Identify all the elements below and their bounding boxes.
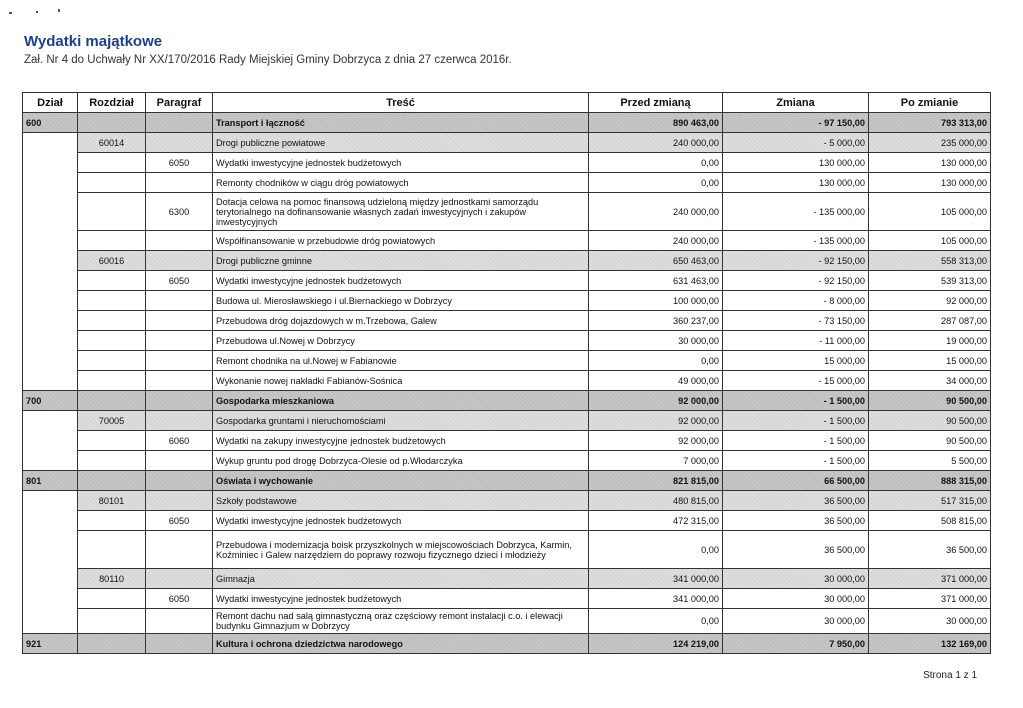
document-subtitle: Zał. Nr 4 do Uchwały Nr XX/170/2016 Rady Miejskiej Gminy Dobrzyca z dnia 27 czerwca 2016r. — [24, 54, 512, 66]
cell-dzial — [23, 173, 78, 193]
cell-po-zmianie: 793 313,00 — [869, 113, 991, 133]
cell-przed-zmiana: 472 315,00 — [589, 511, 723, 531]
cell-tresc: Gospodarka gruntami i nieruchomościami — [213, 411, 589, 431]
cell-zmiana: 36 500,00 — [723, 511, 869, 531]
budget-table — [22, 92, 991, 654]
cell-dzial: 600 — [23, 113, 78, 133]
cell-po-zmianie: 19 000,00 — [869, 331, 991, 351]
table-row-dzial — [23, 634, 991, 654]
scan-artifact — [9, 12, 12, 14]
cell-rozdzial — [78, 371, 146, 391]
cell-tresc: Kultura i ochrona dziedzictwa narodowego — [213, 634, 589, 654]
table-body — [23, 113, 991, 654]
cell-przed-zmiana: 49 000,00 — [589, 371, 723, 391]
table-header-row — [23, 93, 991, 113]
cell-zmiana: - 5 000,00 — [723, 133, 869, 153]
cell-rozdzial — [78, 271, 146, 291]
cell-po-zmianie: 508 815,00 — [869, 511, 991, 531]
cell-dzial — [23, 569, 78, 589]
cell-rozdzial: 80101 — [78, 491, 146, 511]
cell-po-zmianie: 34 000,00 — [869, 371, 991, 391]
table-row-rozdzial — [23, 569, 991, 589]
cell-tresc: Drogi publiczne powiatowe — [213, 133, 589, 153]
cell-rozdzial — [78, 311, 146, 331]
cell-zmiana: 130 000,00 — [723, 153, 869, 173]
cell-po-zmianie: 287 087,00 — [869, 311, 991, 331]
cell-tresc: Wydatki inwestycyjne jednostek budżetowych — [213, 511, 589, 531]
cell-po-zmianie: 235 000,00 — [869, 133, 991, 153]
table-row-zadanie — [23, 451, 991, 471]
cell-dzial — [23, 491, 78, 511]
cell-paragraf — [146, 231, 213, 251]
cell-dzial — [23, 193, 78, 231]
header-paragraf: Paragraf — [146, 93, 213, 113]
cell-zmiana: - 73 150,00 — [723, 311, 869, 331]
cell-rozdzial — [78, 331, 146, 351]
cell-dzial — [23, 451, 78, 471]
cell-dzial — [23, 431, 78, 451]
cell-po-zmianie: 90 500,00 — [869, 431, 991, 451]
cell-przed-zmiana: 124 219,00 — [589, 634, 723, 654]
cell-tresc: Drogi publiczne gminne — [213, 251, 589, 271]
cell-zmiana: 30 000,00 — [723, 609, 869, 634]
cell-tresc: Oświata i wychowanie — [213, 471, 589, 491]
cell-rozdzial — [78, 609, 146, 634]
cell-po-zmianie: 92 000,00 — [869, 291, 991, 311]
cell-przed-zmiana: 480 815,00 — [589, 491, 723, 511]
cell-zmiana: 130 000,00 — [723, 173, 869, 193]
table-row-paragraf — [23, 153, 991, 173]
cell-paragraf — [146, 391, 213, 411]
cell-tresc: Przebudowa ul.Nowej w Dobrzycy — [213, 331, 589, 351]
cell-przed-zmiana: 0,00 — [589, 153, 723, 173]
cell-tresc: Remont chodnika na ul.Nowej w Fabianowie — [213, 351, 589, 371]
cell-paragraf: 6050 — [146, 271, 213, 291]
cell-tresc: Wykonanie nowej nakładki Fabianów-Sośnica — [213, 371, 589, 391]
cell-rozdzial — [78, 589, 146, 609]
cell-zmiana: - 92 150,00 — [723, 271, 869, 291]
cell-dzial — [23, 609, 78, 634]
header-przed-zmiana: Przed zmianą — [589, 93, 723, 113]
cell-po-zmianie: 90 500,00 — [869, 411, 991, 431]
cell-rozdzial — [78, 471, 146, 491]
cell-przed-zmiana: 890 463,00 — [589, 113, 723, 133]
cell-rozdzial — [78, 173, 146, 193]
header-tresc: Treść — [213, 93, 589, 113]
cell-po-zmianie: 371 000,00 — [869, 569, 991, 589]
cell-przed-zmiana: 7 000,00 — [589, 451, 723, 471]
cell-zmiana: - 135 000,00 — [723, 193, 869, 231]
cell-dzial — [23, 291, 78, 311]
cell-przed-zmiana: 341 000,00 — [589, 589, 723, 609]
cell-dzial — [23, 531, 78, 569]
cell-rozdzial — [78, 193, 146, 231]
table-row-zadanie — [23, 371, 991, 391]
table-row-zadanie — [23, 351, 991, 371]
cell-dzial — [23, 511, 78, 531]
header-rozdzial: Rozdział — [78, 93, 146, 113]
cell-dzial — [23, 311, 78, 331]
page-number: Strona 1 z 1 — [923, 670, 977, 681]
cell-tresc: Budowa ul. Mierosławskiego i ul.Biernackiego w Dobrzycy — [213, 291, 589, 311]
cell-tresc: Wydatki inwestycyjne jednostek budżetowych — [213, 589, 589, 609]
cell-przed-zmiana: 0,00 — [589, 173, 723, 193]
table-row-paragraf — [23, 193, 991, 231]
cell-tresc: Transport i łączność — [213, 113, 589, 133]
cell-dzial: 801 — [23, 471, 78, 491]
cell-paragraf — [146, 634, 213, 654]
cell-zmiana: - 15 000,00 — [723, 371, 869, 391]
cell-zmiana: - 135 000,00 — [723, 231, 869, 251]
cell-rozdzial — [78, 634, 146, 654]
cell-zmiana: 30 000,00 — [723, 589, 869, 609]
table-row-paragraf — [23, 511, 991, 531]
scan-artifact — [58, 9, 60, 12]
table-row-zadanie — [23, 331, 991, 351]
cell-dzial — [23, 231, 78, 251]
header-zmiana: Zmiana — [723, 93, 869, 113]
cell-przed-zmiana: 0,00 — [589, 531, 723, 569]
cell-tresc: Szkoły podstawowe — [213, 491, 589, 511]
cell-przed-zmiana: 240 000,00 — [589, 133, 723, 153]
cell-po-zmianie: 15 000,00 — [869, 351, 991, 371]
header-dzial: Dział — [23, 93, 78, 113]
cell-po-zmianie: 130 000,00 — [869, 173, 991, 193]
cell-paragraf: 6050 — [146, 511, 213, 531]
cell-po-zmianie: 5 500,00 — [869, 451, 991, 471]
cell-paragraf — [146, 471, 213, 491]
cell-zmiana: 15 000,00 — [723, 351, 869, 371]
cell-rozdzial — [78, 113, 146, 133]
cell-rozdzial — [78, 531, 146, 569]
cell-po-zmianie: 36 500,00 — [869, 531, 991, 569]
cell-rozdzial — [78, 231, 146, 251]
cell-paragraf — [146, 609, 213, 634]
cell-paragraf: 6300 — [146, 193, 213, 231]
cell-przed-zmiana: 631 463,00 — [589, 271, 723, 291]
table-row-dzial — [23, 391, 991, 411]
cell-rozdzial: 60014 — [78, 133, 146, 153]
cell-tresc: Współfinansowanie w przebudowie dróg powiatowych — [213, 231, 589, 251]
cell-paragraf: 6050 — [146, 589, 213, 609]
table-row-zadanie — [23, 231, 991, 251]
cell-przed-zmiana: 821 815,00 — [589, 471, 723, 491]
table-row-paragraf — [23, 589, 991, 609]
table-row-rozdzial — [23, 133, 991, 153]
cell-rozdzial — [78, 391, 146, 411]
cell-przed-zmiana: 360 237,00 — [589, 311, 723, 331]
cell-zmiana: 7 950,00 — [723, 634, 869, 654]
cell-rozdzial — [78, 291, 146, 311]
table-row-dzial — [23, 113, 991, 133]
cell-paragraf — [146, 251, 213, 271]
header-po-zmianie: Po zmianie — [869, 93, 991, 113]
cell-rozdzial — [78, 351, 146, 371]
cell-paragraf: 6060 — [146, 431, 213, 451]
table-row-paragraf — [23, 431, 991, 451]
cell-rozdzial — [78, 451, 146, 471]
cell-przed-zmiana: 0,00 — [589, 351, 723, 371]
table-row-zadanie — [23, 311, 991, 331]
table-row-paragraf — [23, 271, 991, 291]
cell-po-zmianie: 30 000,00 — [869, 609, 991, 634]
cell-tresc: Przebudowa dróg dojazdowych w m.Trzebowa, Galew — [213, 311, 589, 331]
cell-paragraf — [146, 411, 213, 431]
cell-tresc: Remont dachu nad salą gimnastyczną oraz częściowy remont instalacji c.o. i elewacji budynku Gimnazjum w Dobrzycy — [213, 609, 589, 634]
cell-tresc: Remonty chodników w ciągu dróg powiatowych — [213, 173, 589, 193]
cell-dzial — [23, 351, 78, 371]
cell-po-zmianie: 90 500,00 — [869, 391, 991, 411]
cell-rozdzial: 80110 — [78, 569, 146, 589]
cell-przed-zmiana: 240 000,00 — [589, 231, 723, 251]
cell-paragraf — [146, 291, 213, 311]
cell-przed-zmiana: 100 000,00 — [589, 291, 723, 311]
cell-po-zmianie: 371 000,00 — [869, 589, 991, 609]
cell-paragraf — [146, 491, 213, 511]
cell-dzial — [23, 133, 78, 153]
table-row-zadanie — [23, 291, 991, 311]
cell-po-zmianie: 105 000,00 — [869, 231, 991, 251]
cell-paragraf — [146, 331, 213, 351]
cell-przed-zmiana: 240 000,00 — [589, 193, 723, 231]
table-row-zadanie — [23, 609, 991, 634]
cell-po-zmianie: 558 313,00 — [869, 251, 991, 271]
cell-tresc: Gospodarka mieszkaniowa — [213, 391, 589, 411]
cell-zmiana: - 1 500,00 — [723, 431, 869, 451]
cell-dzial — [23, 589, 78, 609]
cell-po-zmianie: 517 315,00 — [869, 491, 991, 511]
cell-rozdzial: 60016 — [78, 251, 146, 271]
cell-dzial — [23, 251, 78, 271]
cell-rozdzial — [78, 431, 146, 451]
cell-po-zmianie: 132 169,00 — [869, 634, 991, 654]
cell-zmiana: 36 500,00 — [723, 531, 869, 569]
cell-po-zmianie: 105 000,00 — [869, 193, 991, 231]
table-row-zadanie — [23, 173, 991, 193]
cell-dzial — [23, 331, 78, 351]
cell-rozdzial — [78, 153, 146, 173]
cell-zmiana: - 8 000,00 — [723, 291, 869, 311]
cell-rozdzial: 70005 — [78, 411, 146, 431]
table-row-rozdzial — [23, 411, 991, 431]
cell-po-zmianie: 888 315,00 — [869, 471, 991, 491]
cell-zmiana: - 1 500,00 — [723, 451, 869, 471]
cell-przed-zmiana: 92 000,00 — [589, 391, 723, 411]
cell-dzial — [23, 153, 78, 173]
cell-tresc: Wydatki inwestycyjne jednostek budżetowych — [213, 271, 589, 291]
cell-paragraf: 6050 — [146, 153, 213, 173]
cell-rozdzial — [78, 511, 146, 531]
cell-paragraf — [146, 173, 213, 193]
cell-zmiana: - 1 500,00 — [723, 411, 869, 431]
cell-zmiana: 66 500,00 — [723, 471, 869, 491]
cell-tresc: Gimnazja — [213, 569, 589, 589]
cell-tresc: Wykup gruntu pod drogę Dobrzyca-Olesie od p.Włodarczyka — [213, 451, 589, 471]
cell-dzial: 700 — [23, 391, 78, 411]
cell-przed-zmiana: 92 000,00 — [589, 411, 723, 431]
cell-zmiana: - 97 150,00 — [723, 113, 869, 133]
cell-zmiana: 30 000,00 — [723, 569, 869, 589]
cell-dzial — [23, 371, 78, 391]
table-row-zadanie — [23, 531, 991, 569]
scan-artifact — [36, 11, 38, 13]
cell-paragraf — [146, 531, 213, 569]
cell-przed-zmiana: 30 000,00 — [589, 331, 723, 351]
cell-przed-zmiana: 650 463,00 — [589, 251, 723, 271]
cell-po-zmianie: 130 000,00 — [869, 153, 991, 173]
cell-paragraf — [146, 451, 213, 471]
cell-paragraf — [146, 311, 213, 331]
cell-przed-zmiana: 92 000,00 — [589, 431, 723, 451]
cell-dzial — [23, 271, 78, 291]
cell-po-zmianie: 539 313,00 — [869, 271, 991, 291]
cell-zmiana: - 11 000,00 — [723, 331, 869, 351]
table-row-rozdzial — [23, 251, 991, 271]
cell-zmiana: 36 500,00 — [723, 491, 869, 511]
cell-przed-zmiana: 0,00 — [589, 609, 723, 634]
cell-tresc: Przebudowa i modernizacja boisk przyszkolnych w miejscowościach Dobrzyca, Karmin, Koźminiec i Galew narzędziem do poprawy rozwoju fizycznego dzieci i młodzieży — [213, 531, 589, 569]
cell-paragraf — [146, 351, 213, 371]
cell-paragraf — [146, 113, 213, 133]
cell-paragraf — [146, 133, 213, 153]
cell-zmiana: - 92 150,00 — [723, 251, 869, 271]
cell-paragraf — [146, 371, 213, 391]
cell-zmiana: - 1 500,00 — [723, 391, 869, 411]
cell-dzial: 921 — [23, 634, 78, 654]
table-row-dzial — [23, 471, 991, 491]
cell-tresc: Dotacja celowa na pomoc finansową udzieloną między jednostkami samorządu terytorialnego na dofinansowanie własnych zadań inwestycyjnych i zakupów inwestycyjnych — [213, 193, 589, 231]
document-title: Wydatki majątkowe — [24, 33, 163, 50]
table-row-rozdzial — [23, 491, 991, 511]
cell-paragraf — [146, 569, 213, 589]
cell-dzial — [23, 411, 78, 431]
cell-przed-zmiana: 341 000,00 — [589, 569, 723, 589]
cell-tresc: Wydatki na zakupy inwestycyjne jednostek budżetowych — [213, 431, 589, 451]
cell-tresc: Wydatki inwestycyjne jednostek budżetowych — [213, 153, 589, 173]
